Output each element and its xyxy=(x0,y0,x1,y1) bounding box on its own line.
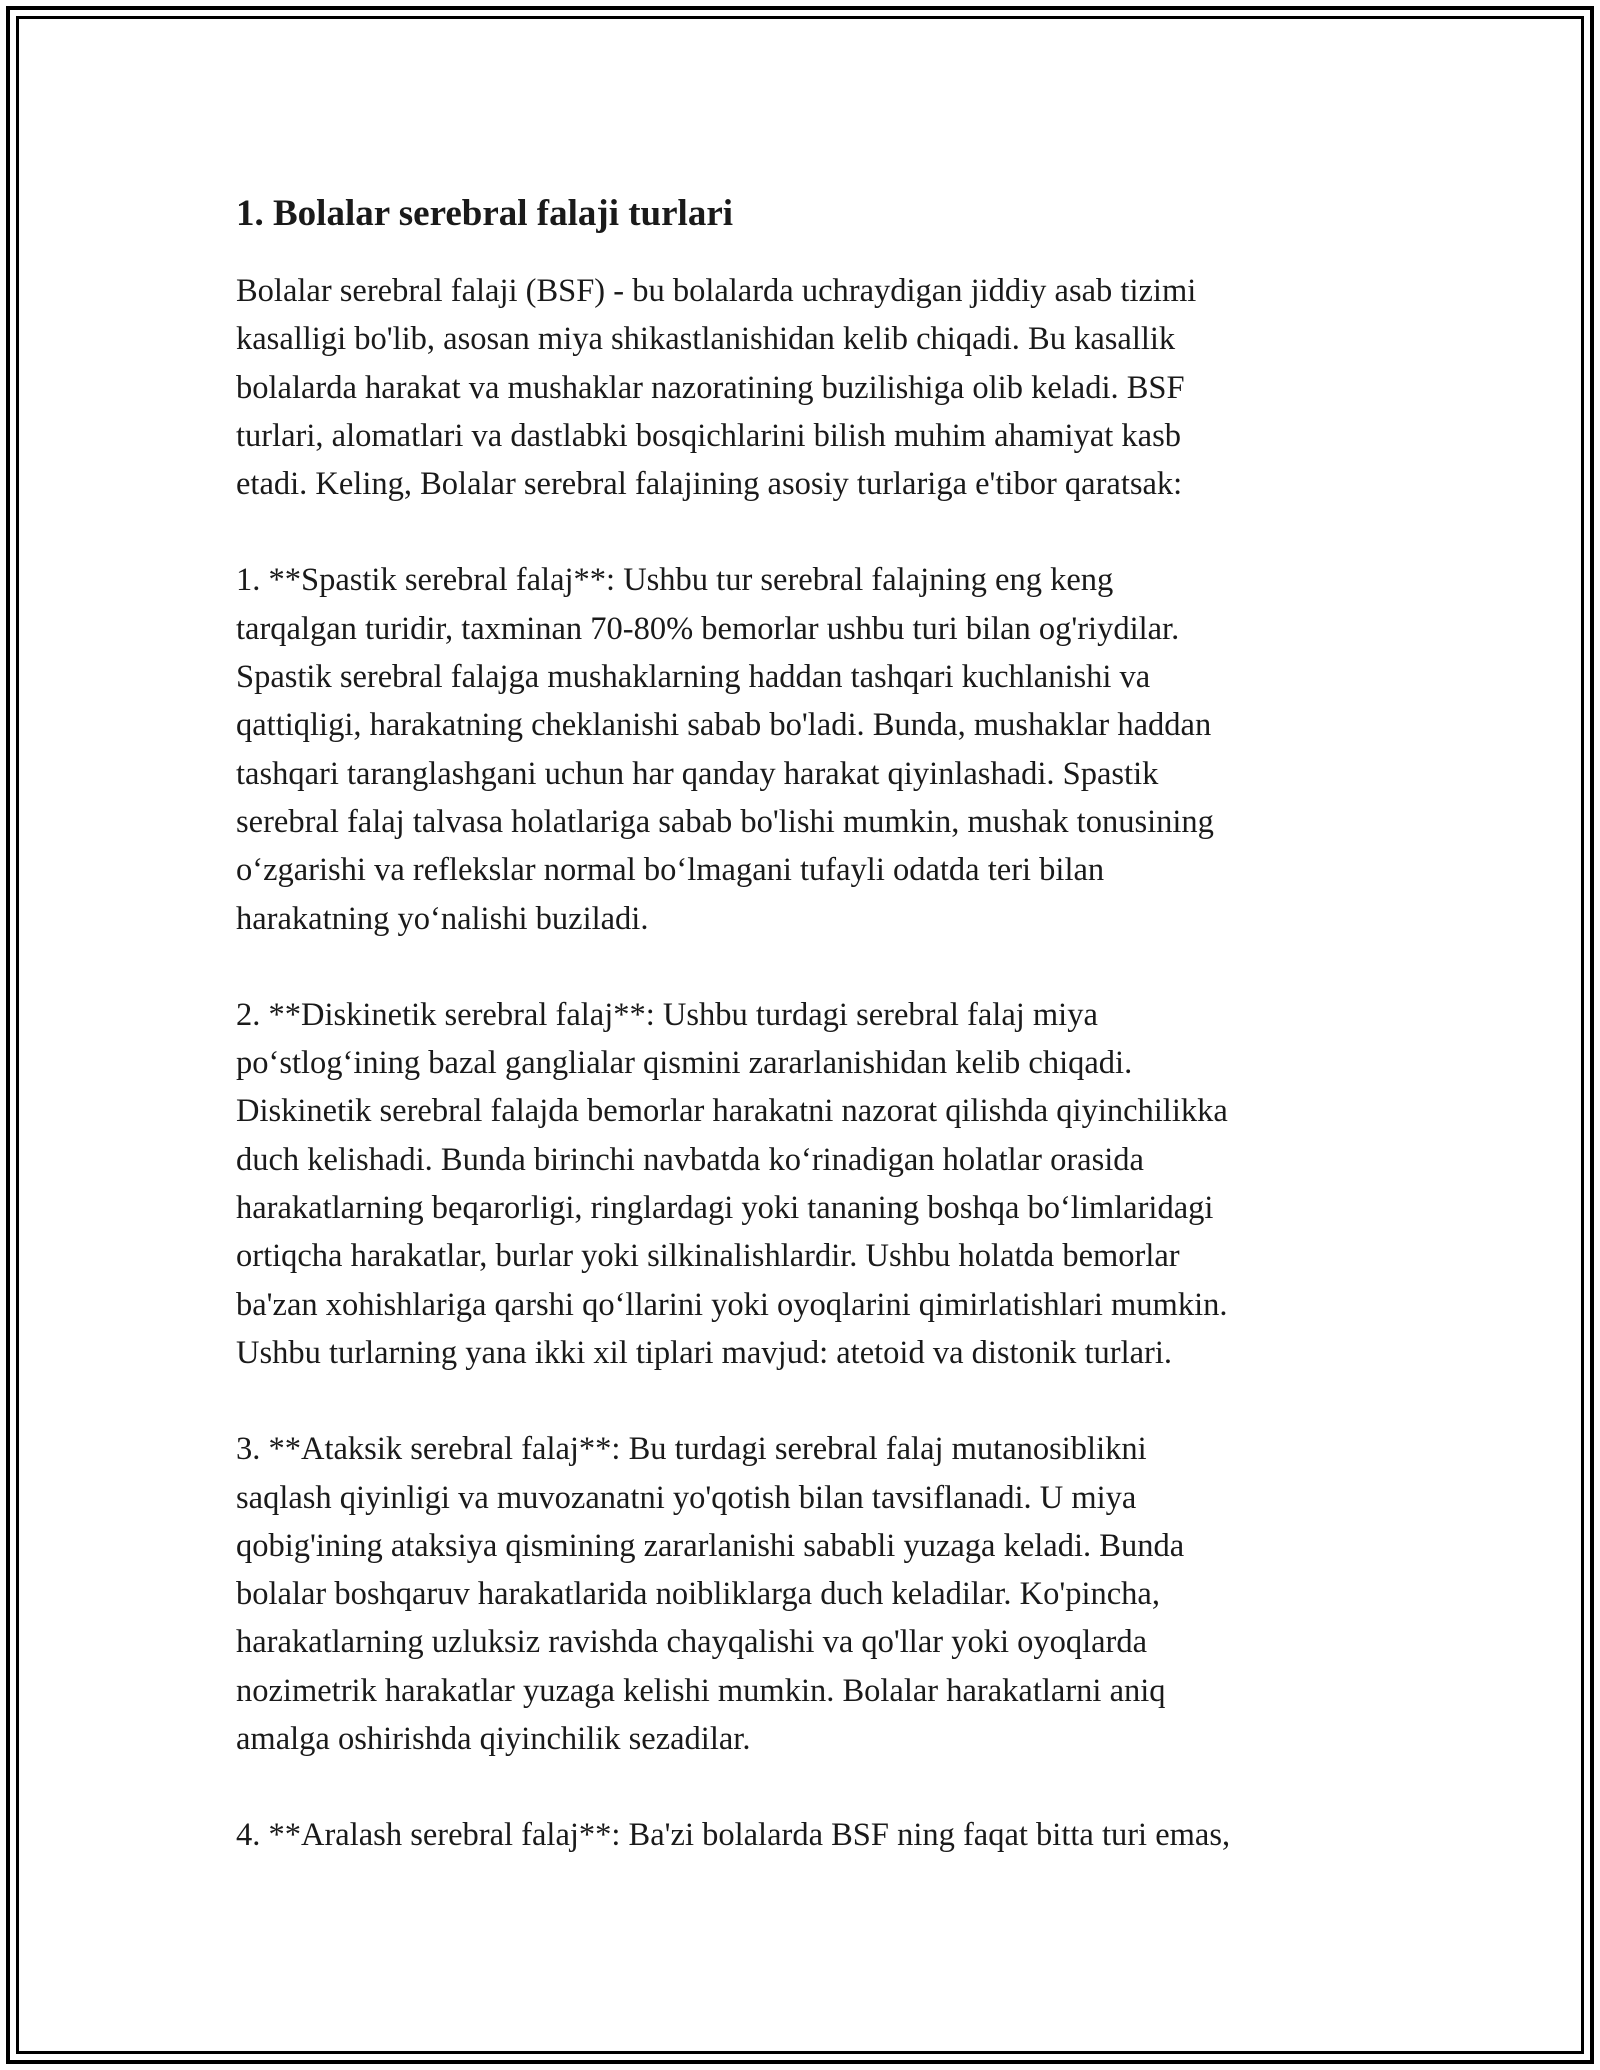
paragraph-spastic: 1. **Spastik serebral falaj**: Ushbu tur serebral falajning eng keng tarqalgan turidir, taxminan 70-80% bemorlar ushbu turi bilan og'riydilar. Spastik serebral falajga mushaklarning haddan tashqari kuchlanishi va qattiqligi, harakatning cheklanishi sabab bo'ladi. Bunda, mushaklar haddan tashqari taranglashgani uchun har qanday harakat qiyinlashadi. Spastik serebral falaj talvasa holatlariga sabab bo'lishi mumkin, mushak tonusining o‘zgarishi va reflekslar normal bo‘lmagani tufayli odatda teri bilan harakatning yo‘nalishi buziladi. xyxy=(236,562,1214,937)
paragraph-intro: Bolalar serebral falaji (BSF) - bu bolalarda uchraydigan jiddiy asab tizimi kasalligi bo'lib, asosan miya shikastlanishidan kelib chiqadi. Bu kasallik bolalarda harakat va mushaklar nazoratining buzilishiga olib keladi. BSF turlari, alomatlari va dastlabki bosqichlarini bilish muhim ahamiyat kasb etadi. Keling, Bolalar serebral falajining asosiy turlariga e'tibor qaratsak: xyxy=(236,273,1197,503)
document-title: 1. Bolalar serebral falaji turlari xyxy=(236,193,734,234)
paragraph-mixed: 4. **Aralash serebral falaj**: Ba'zi bolalarda BSF ning faqat bitta turi emas, xyxy=(236,1817,1231,1854)
paragraph-dyskinetic: 2. **Diskinetik serebral falaj**: Ushbu turdagi serebral falaj miya po‘stlog‘ining bazal ganglialar qismini zararlanishidan kelib chiqadi. Diskinetik serebral falajda bemorlar harakatni nazorat qilishda qiyinchilikka duch kelishadi. Bunda birinchi navbatda ko‘rinadigan holatlar orasida harakatlarning beqarorligi, ringlardagi yoki tananing boshqa bo‘limlaridagi ortiqcha harakatlar, burlar yoki silkinalishlardir. Ushbu holatda bemorlar ba'zan xohishlariga qarshi qo‘llarini yoki oyoqlarini qimirlatishlari mumkin. Ushbu turlarning yana ikki xil tiplari mavjud: atetoid va distonik turlari. xyxy=(236,996,1228,1371)
document-body xyxy=(236,185,1366,1860)
paragraph-ataxic: 3. **Ataksik serebral falaj**: Bu turdagi serebral falaj mutanosiblikni saqlash qiyinligi va muvozanatni yo'qotish bilan tavsiflanadi. U miya qobig'ining ataksiya qismining zararlanishi sababli yuzaga keladi. Bunda bolalar boshqaruv harakatlarida noibliklarga duch keladilar. Ko'pincha, harakatlarning uzluksiz ravishda chayqalishi va qo'llar yoki oyoqlarda nozimetrik harakatlar yuzaga kelishi mumkin. Bolalar harakatlarni aniq amalga oshirishda qiyinchilik sezadilar. xyxy=(236,1431,1185,1758)
